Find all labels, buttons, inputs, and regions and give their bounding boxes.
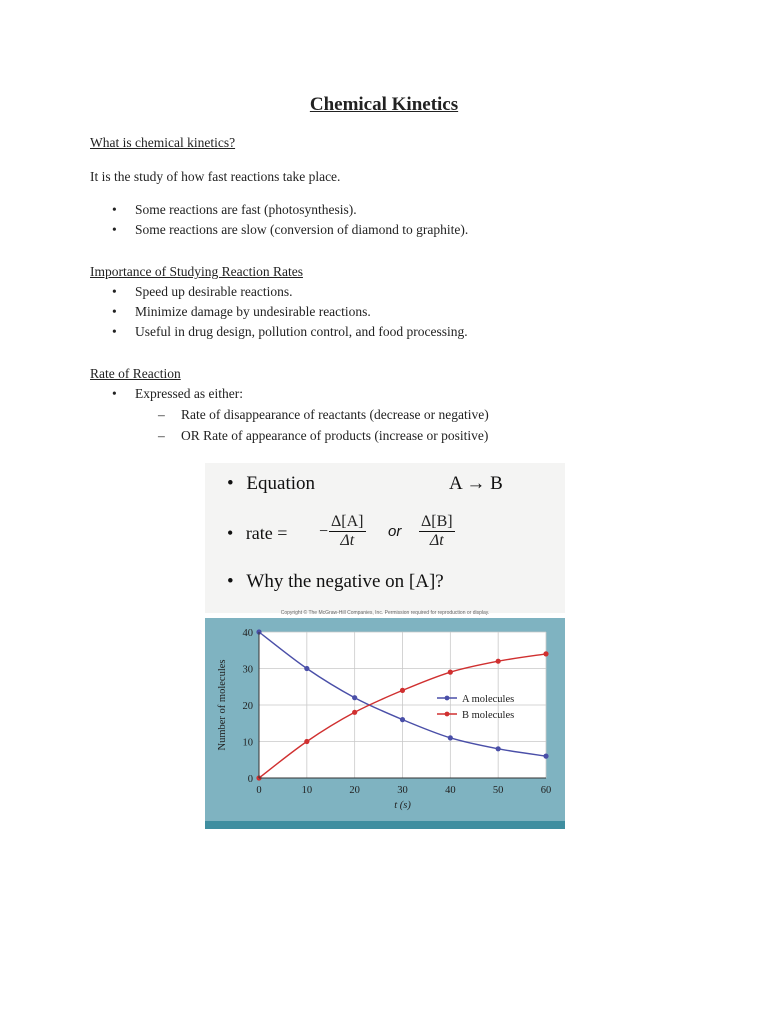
list-item-text: Expressed as either: (135, 386, 243, 401)
bullet-marker: • (112, 284, 117, 299)
list-item-text: Speed up desirable reactions. (135, 284, 293, 299)
definition-text: It is the study of how fast reactions take place. (90, 169, 341, 184)
x-tick-label: 60 (540, 785, 552, 796)
data-point (304, 666, 309, 671)
sub-list-item-text: OR Rate of appearance of products (increase or positive) (181, 428, 489, 443)
data-point (400, 688, 405, 693)
dash-marker: – (158, 407, 165, 422)
copyright-notice: Copyright © The McGraw-Hill Companies, Inc. Permission required for reproduction or display. (280, 610, 490, 616)
document-title: Chemical Kinetics (309, 94, 459, 115)
rate-line (227, 523, 287, 544)
sub-list-item (158, 407, 718, 425)
list-item (112, 202, 712, 220)
bullet-marker: • (227, 571, 234, 592)
fraction-a (329, 513, 366, 550)
or-text: or (388, 523, 402, 540)
bullet-marker: • (112, 324, 117, 339)
data-point (543, 754, 548, 759)
data-point (448, 735, 453, 740)
y-tick-label: 20 (242, 701, 253, 712)
bullet-marker: • (112, 222, 117, 237)
question-line (227, 571, 444, 593)
y-tick-label: 0 (247, 774, 253, 785)
fraction-a-denominator: Δt (340, 532, 355, 549)
legend-marker (445, 712, 450, 717)
dash-marker: – (158, 428, 165, 443)
data-point (543, 651, 548, 656)
y-tick-label: 40 (242, 628, 253, 639)
legend-marker (445, 696, 450, 701)
x-tick-label: 0 (256, 785, 262, 796)
data-point (448, 670, 453, 675)
data-point (400, 717, 405, 722)
section-heading-importance: Importance of Studying Reaction Rates (90, 264, 303, 279)
x-tick-label: 10 (301, 785, 313, 796)
rate-equation-slide (205, 463, 565, 613)
list-item (112, 324, 712, 342)
list-item-text: Some reactions are fast (photosynthesis). (135, 202, 357, 217)
data-point (496, 746, 501, 751)
data-point (304, 739, 309, 744)
x-tick-label: 30 (397, 785, 408, 796)
list-item-text: Minimize damage by undesirable reactions. (135, 304, 371, 319)
reaction-text: A → B (449, 473, 503, 494)
x-tick-label: 20 (349, 785, 360, 796)
bullet-marker: • (227, 473, 234, 494)
y-tick-label: 10 (242, 737, 253, 749)
x-axis-label: t (s) (394, 800, 411, 811)
bullet-marker: • (112, 202, 117, 217)
fraction-b-numerator: Δ[B] (421, 513, 453, 530)
equation-label: Equation (246, 473, 316, 494)
fraction-a-numerator: Δ[A] (331, 513, 364, 530)
list-item (112, 304, 712, 322)
bullet-marker: • (112, 386, 117, 401)
molecules-vs-time-chart (205, 618, 565, 821)
y-tick-label: 30 (242, 664, 253, 676)
sub-list-item-text: Rate of disappearance of reactants (decrease or negative) (181, 407, 489, 422)
list-item (112, 386, 712, 404)
fraction-b-denominator: Δt (429, 532, 444, 549)
section-heading-rate: Rate of Reaction (90, 366, 181, 381)
x-tick-label: 50 (492, 785, 504, 796)
equation-line (227, 473, 315, 495)
data-point (496, 659, 501, 664)
list-item-text: Useful in drug design, pollution control, and food processing. (135, 324, 468, 339)
y-axis-label: Number of molecules (217, 659, 228, 751)
list-item-text: Some reactions are slow (conversion of diamond to graphite). (135, 222, 469, 237)
sub-list-item (158, 428, 718, 446)
fraction-b (419, 513, 455, 550)
minus-sign: − (319, 523, 329, 540)
question-heading: What is chemical kinetics? (90, 135, 236, 150)
list-item (112, 222, 712, 240)
bullet-marker: • (227, 523, 234, 543)
data-point (352, 710, 357, 715)
rate-label: rate = (245, 523, 288, 543)
chart-panel-bottom-bar (205, 821, 565, 829)
legend-label: B molecules (462, 710, 515, 721)
bullet-marker: • (112, 304, 117, 319)
question-text: Why the negative on [A]? (246, 571, 444, 592)
data-point (352, 695, 357, 700)
legend-label: A molecules (462, 694, 515, 705)
x-tick-label: 40 (445, 785, 456, 796)
list-item (112, 284, 712, 302)
